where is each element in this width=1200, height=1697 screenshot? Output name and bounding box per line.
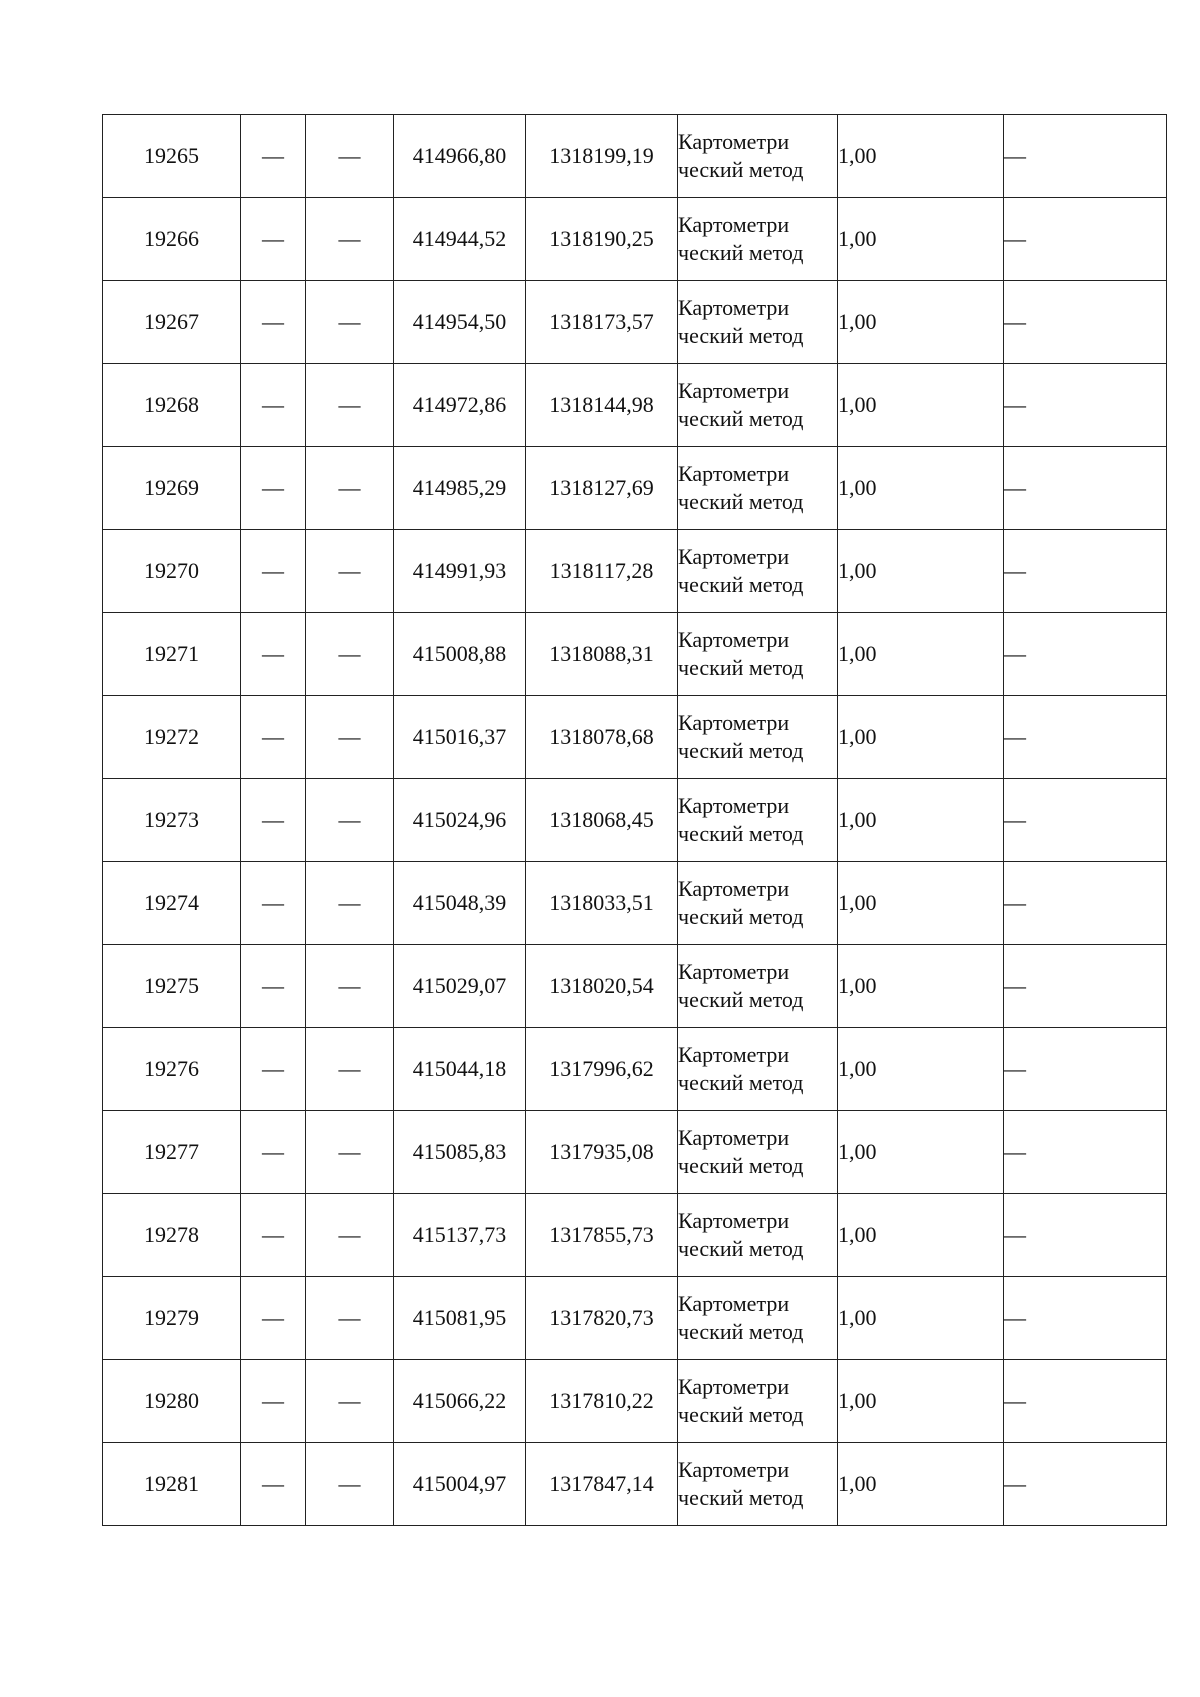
empty-value-cell: — — [241, 1443, 306, 1526]
x-coordinate-cell: 414954,50 — [394, 281, 526, 364]
method-cell: Картометри ческий метод — [678, 530, 838, 613]
accuracy-cell: 1,00 — [838, 447, 1004, 530]
coordinates-table-body — [103, 115, 1167, 1526]
table-row — [103, 1443, 1167, 1526]
empty-value-cell: — — [306, 862, 394, 945]
point-number-cell: 19275 — [103, 945, 241, 1028]
point-number-cell: 19281 — [103, 1443, 241, 1526]
point-number-cell: 19268 — [103, 364, 241, 447]
point-number-cell: 19269 — [103, 447, 241, 530]
description-cell: — — [1004, 1194, 1167, 1277]
empty-value-cell: — — [306, 115, 394, 198]
empty-value-cell: — — [306, 1111, 394, 1194]
point-number-cell: 19274 — [103, 862, 241, 945]
x-coordinate-cell: 415029,07 — [394, 945, 526, 1028]
description-cell: — — [1004, 862, 1167, 945]
method-cell: Картометри ческий метод — [678, 613, 838, 696]
empty-value-cell: — — [306, 1277, 394, 1360]
empty-value-cell: — — [241, 696, 306, 779]
empty-value-cell: — — [306, 1028, 394, 1111]
accuracy-cell: 1,00 — [838, 1111, 1004, 1194]
empty-value-cell: — — [241, 1194, 306, 1277]
description-cell: — — [1004, 364, 1167, 447]
x-coordinate-cell: 415137,73 — [394, 1194, 526, 1277]
y-coordinate-cell: 1318088,31 — [526, 613, 678, 696]
table-row — [103, 779, 1167, 862]
method-cell: Картометри ческий метод — [678, 1277, 838, 1360]
table-row — [103, 613, 1167, 696]
accuracy-cell: 1,00 — [838, 779, 1004, 862]
accuracy-cell: 1,00 — [838, 281, 1004, 364]
table-row — [103, 1028, 1167, 1111]
y-coordinate-cell: 1318033,51 — [526, 862, 678, 945]
description-cell: — — [1004, 696, 1167, 779]
accuracy-cell: 1,00 — [838, 696, 1004, 779]
description-cell: — — [1004, 1111, 1167, 1194]
y-coordinate-cell: 1318144,98 — [526, 364, 678, 447]
x-coordinate-cell: 415081,95 — [394, 1277, 526, 1360]
table-row — [103, 281, 1167, 364]
method-cell: Картометри ческий метод — [678, 779, 838, 862]
description-cell: — — [1004, 945, 1167, 1028]
point-number-cell: 19279 — [103, 1277, 241, 1360]
table-row — [103, 364, 1167, 447]
empty-value-cell: — — [306, 530, 394, 613]
table-row — [103, 1360, 1167, 1443]
y-coordinate-cell: 1318199,19 — [526, 115, 678, 198]
empty-value-cell: — — [306, 198, 394, 281]
accuracy-cell: 1,00 — [838, 1277, 1004, 1360]
method-cell: Картометри ческий метод — [678, 115, 838, 198]
empty-value-cell: — — [306, 1443, 394, 1526]
accuracy-cell: 1,00 — [838, 198, 1004, 281]
empty-value-cell: — — [241, 1277, 306, 1360]
y-coordinate-cell: 1318173,57 — [526, 281, 678, 364]
method-cell: Картометри ческий метод — [678, 1111, 838, 1194]
empty-value-cell: — — [241, 447, 306, 530]
empty-value-cell: — — [241, 779, 306, 862]
table-row — [103, 1194, 1167, 1277]
accuracy-cell: 1,00 — [838, 1194, 1004, 1277]
empty-value-cell: — — [306, 696, 394, 779]
empty-value-cell: — — [241, 945, 306, 1028]
description-cell: — — [1004, 281, 1167, 364]
method-cell: Картометри ческий метод — [678, 1443, 838, 1526]
coordinates-table — [102, 114, 1167, 1526]
table-row — [103, 862, 1167, 945]
point-number-cell: 19272 — [103, 696, 241, 779]
method-cell: Картометри ческий метод — [678, 198, 838, 281]
table-row — [103, 1277, 1167, 1360]
table-row — [103, 945, 1167, 1028]
method-cell: Картометри ческий метод — [678, 862, 838, 945]
method-cell: Картометри ческий метод — [678, 945, 838, 1028]
empty-value-cell: — — [241, 613, 306, 696]
y-coordinate-cell: 1317935,08 — [526, 1111, 678, 1194]
table-row — [103, 530, 1167, 613]
x-coordinate-cell: 415004,97 — [394, 1443, 526, 1526]
accuracy-cell: 1,00 — [838, 530, 1004, 613]
empty-value-cell: — — [306, 281, 394, 364]
table-row — [103, 1111, 1167, 1194]
table-row — [103, 115, 1167, 198]
point-number-cell: 19280 — [103, 1360, 241, 1443]
table-row — [103, 198, 1167, 281]
table-row — [103, 447, 1167, 530]
method-cell: Картометри ческий метод — [678, 447, 838, 530]
empty-value-cell: — — [241, 530, 306, 613]
table-row — [103, 696, 1167, 779]
y-coordinate-cell: 1317810,22 — [526, 1360, 678, 1443]
empty-value-cell: — — [241, 198, 306, 281]
x-coordinate-cell: 415008,88 — [394, 613, 526, 696]
y-coordinate-cell: 1317855,73 — [526, 1194, 678, 1277]
description-cell: — — [1004, 613, 1167, 696]
empty-value-cell: — — [241, 115, 306, 198]
method-cell: Картометри ческий метод — [678, 281, 838, 364]
x-coordinate-cell: 415016,37 — [394, 696, 526, 779]
empty-value-cell: — — [306, 364, 394, 447]
y-coordinate-cell: 1317820,73 — [526, 1277, 678, 1360]
point-number-cell: 19278 — [103, 1194, 241, 1277]
x-coordinate-cell: 414966,80 — [394, 115, 526, 198]
empty-value-cell: — — [306, 779, 394, 862]
method-cell: Картометри ческий метод — [678, 1360, 838, 1443]
y-coordinate-cell: 1318190,25 — [526, 198, 678, 281]
method-cell: Картометри ческий метод — [678, 696, 838, 779]
x-coordinate-cell: 415085,83 — [394, 1111, 526, 1194]
description-cell: — — [1004, 1360, 1167, 1443]
empty-value-cell: — — [241, 1360, 306, 1443]
accuracy-cell: 1,00 — [838, 613, 1004, 696]
x-coordinate-cell: 415048,39 — [394, 862, 526, 945]
empty-value-cell: — — [241, 862, 306, 945]
empty-value-cell: — — [306, 447, 394, 530]
x-coordinate-cell: 415066,22 — [394, 1360, 526, 1443]
x-coordinate-cell: 414944,52 — [394, 198, 526, 281]
description-cell: — — [1004, 530, 1167, 613]
x-coordinate-cell: 415044,18 — [394, 1028, 526, 1111]
empty-value-cell: — — [306, 1360, 394, 1443]
description-cell: — — [1004, 1443, 1167, 1526]
empty-value-cell: — — [306, 613, 394, 696]
description-cell: — — [1004, 198, 1167, 281]
y-coordinate-cell: 1317847,14 — [526, 1443, 678, 1526]
accuracy-cell: 1,00 — [838, 364, 1004, 447]
empty-value-cell: — — [241, 1111, 306, 1194]
description-cell: — — [1004, 1028, 1167, 1111]
empty-value-cell: — — [241, 364, 306, 447]
point-number-cell: 19267 — [103, 281, 241, 364]
point-number-cell: 19266 — [103, 198, 241, 281]
accuracy-cell: 1,00 — [838, 1360, 1004, 1443]
accuracy-cell: 1,00 — [838, 862, 1004, 945]
x-coordinate-cell: 415024,96 — [394, 779, 526, 862]
method-cell: Картометри ческий метод — [678, 364, 838, 447]
point-number-cell: 19265 — [103, 115, 241, 198]
point-number-cell: 19271 — [103, 613, 241, 696]
y-coordinate-cell: 1318127,69 — [526, 447, 678, 530]
point-number-cell: 19276 — [103, 1028, 241, 1111]
x-coordinate-cell: 414985,29 — [394, 447, 526, 530]
accuracy-cell: 1,00 — [838, 945, 1004, 1028]
empty-value-cell: — — [241, 281, 306, 364]
description-cell: — — [1004, 115, 1167, 198]
y-coordinate-cell: 1317996,62 — [526, 1028, 678, 1111]
y-coordinate-cell: 1318078,68 — [526, 696, 678, 779]
y-coordinate-cell: 1318068,45 — [526, 779, 678, 862]
empty-value-cell: — — [241, 1028, 306, 1111]
accuracy-cell: 1,00 — [838, 115, 1004, 198]
description-cell: — — [1004, 1277, 1167, 1360]
method-cell: Картометри ческий метод — [678, 1028, 838, 1111]
y-coordinate-cell: 1318020,54 — [526, 945, 678, 1028]
accuracy-cell: 1,00 — [838, 1028, 1004, 1111]
point-number-cell: 19270 — [103, 530, 241, 613]
point-number-cell: 19277 — [103, 1111, 241, 1194]
accuracy-cell: 1,00 — [838, 1443, 1004, 1526]
method-cell: Картометри ческий метод — [678, 1194, 838, 1277]
x-coordinate-cell: 414991,93 — [394, 530, 526, 613]
empty-value-cell: — — [306, 1194, 394, 1277]
description-cell: — — [1004, 779, 1167, 862]
description-cell: — — [1004, 447, 1167, 530]
y-coordinate-cell: 1318117,28 — [526, 530, 678, 613]
empty-value-cell: — — [306, 945, 394, 1028]
point-number-cell: 19273 — [103, 779, 241, 862]
x-coordinate-cell: 414972,86 — [394, 364, 526, 447]
